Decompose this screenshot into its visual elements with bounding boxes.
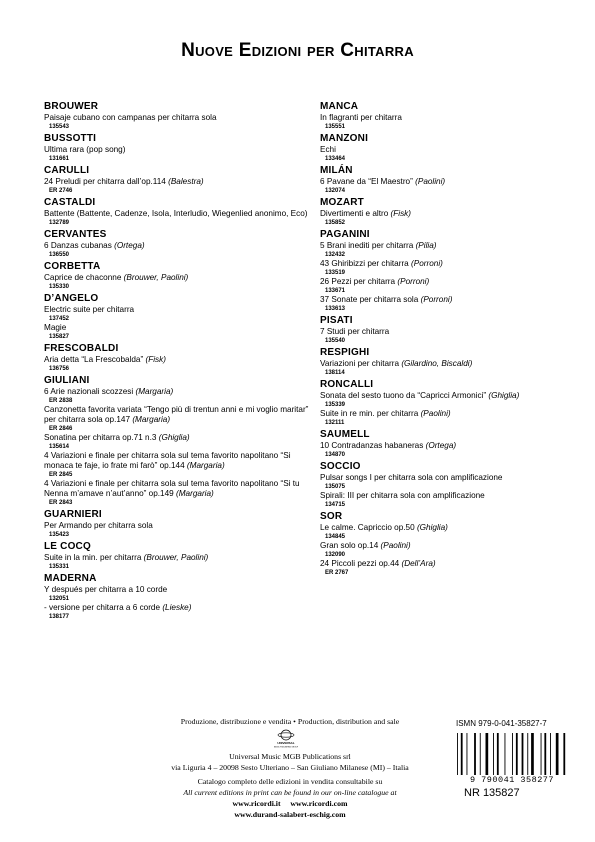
work-title bbox=[320, 391, 570, 401]
composer-name: RONCALLI bbox=[320, 379, 374, 390]
work-text: Canzonetta favorita variata “Tengo più di trentun anni e mi voglio maritar” per chitarra sola op.147 bbox=[44, 405, 309, 424]
left-column bbox=[44, 101, 312, 623]
work-text: - versione per chitarra a 6 corde bbox=[44, 603, 161, 612]
work-title bbox=[44, 241, 312, 251]
work-text: Aria detta “La Frescobalda” bbox=[44, 355, 144, 364]
work-title bbox=[320, 113, 570, 123]
work-text: Echi bbox=[320, 145, 336, 154]
work-text: 10 Contradanzas habaneras bbox=[320, 441, 424, 450]
right-column bbox=[320, 101, 570, 579]
work-text: 24 Preludi per chitarra dall’op.114 bbox=[44, 177, 166, 186]
composer-name: CARULLI bbox=[44, 165, 90, 176]
catalogue-code: 138114 bbox=[325, 370, 345, 376]
barcode-bar bbox=[505, 733, 506, 775]
catalogue-code: 131661 bbox=[49, 156, 70, 162]
work-text: 24 Piccoli pezzi op.44 bbox=[320, 559, 400, 568]
catalogue-code: 132789 bbox=[49, 220, 70, 226]
catalogue-code: 134870 bbox=[325, 452, 346, 458]
composer-entry bbox=[320, 379, 570, 427]
catalogue-italian: Catalogo completo delle edizioni in vendita consultabile su bbox=[197, 777, 383, 786]
work-text: Electric suite per chitarra bbox=[44, 305, 135, 314]
work-title bbox=[44, 585, 312, 595]
website-durand[interactable]: www.durand-salabert-eschig.com bbox=[234, 810, 346, 819]
work-editor: (Porroni) bbox=[411, 259, 443, 268]
work-text: 26 Pezzi per chitarra bbox=[320, 277, 396, 286]
svg-text:MUSIC PUBLISHING GROUP: MUSIC PUBLISHING GROUP bbox=[273, 746, 299, 748]
catalogue-code: 132074 bbox=[325, 188, 346, 194]
ismn-number: ISMN 979-0-041-35827-7 bbox=[456, 719, 547, 728]
composer-name: GIULIANI bbox=[44, 375, 90, 386]
work-title bbox=[44, 553, 312, 563]
work-text: Ultima rara (pop song) bbox=[44, 145, 126, 154]
composer-entry bbox=[44, 509, 312, 539]
catalogue-code: ER 2838 bbox=[49, 398, 73, 404]
work-title bbox=[44, 355, 312, 365]
barcode-number: 9 790041 358277 bbox=[469, 775, 554, 785]
website-ricordi-it[interactable]: www.ricordi.it bbox=[232, 799, 281, 808]
catalogue-code: 132090 bbox=[325, 552, 346, 558]
work-editor: (Gilardino, Biscaldi) bbox=[401, 359, 473, 368]
work-title bbox=[44, 323, 312, 333]
work-title bbox=[44, 387, 312, 397]
work-text: 6 Danzas cubanas bbox=[44, 241, 112, 250]
work-title bbox=[320, 359, 570, 369]
work-text: 4 Variazioni e finale per chitarra sola sul tema favorito napolitano “Si monaca te faje, io frate mi farò” op.144 bbox=[44, 451, 291, 470]
catalogue-code: 134715 bbox=[325, 502, 346, 508]
work-editor: (Margaria) bbox=[176, 489, 214, 498]
work-text: 43 Ghiribizzi per chitarra bbox=[320, 259, 409, 268]
work-text: Divertimenti e altro bbox=[320, 209, 389, 218]
work-title bbox=[320, 209, 570, 219]
composer-name: FRESCOBALDI bbox=[44, 343, 119, 354]
catalogue-code: ER 2843 bbox=[49, 500, 73, 506]
catalogue-code: 135339 bbox=[325, 402, 346, 408]
work-title bbox=[44, 521, 312, 531]
composer-entry bbox=[320, 511, 570, 577]
work-text: 4 Variazioni e finale per chitarra sola sul tema favorito napolitano “Si tu Nenna m’amave n’aut’anno” op.149 bbox=[44, 479, 300, 498]
barcode-bar bbox=[541, 733, 542, 775]
work-text: Suite in la min. per chitarra bbox=[44, 553, 142, 562]
composer-entry bbox=[44, 197, 312, 227]
work-title bbox=[44, 113, 312, 123]
barcode-bar bbox=[563, 733, 565, 775]
work-title bbox=[44, 273, 312, 283]
work-title bbox=[44, 603, 312, 613]
work-text: Caprice de chaconne bbox=[44, 273, 122, 282]
barcode-bar bbox=[480, 733, 481, 775]
composer-name: CORBETTA bbox=[44, 261, 101, 272]
barcode-bar bbox=[512, 733, 513, 775]
catalogue-code: 133613 bbox=[325, 306, 346, 312]
catalogue-code: 136756 bbox=[49, 366, 70, 372]
catalogue-code: 135330 bbox=[49, 284, 70, 290]
composer-name: D’ANGELO bbox=[44, 293, 99, 304]
work-title bbox=[320, 491, 570, 501]
work-title bbox=[320, 541, 570, 551]
work-text: In flagranti per chitarra bbox=[320, 113, 402, 122]
catalogue-code: 135551 bbox=[325, 124, 346, 130]
composer-entry bbox=[320, 461, 570, 509]
composer-name: RESPIGHI bbox=[320, 347, 370, 358]
catalogue-code: 135827 bbox=[49, 334, 70, 340]
barcode-bar bbox=[516, 733, 518, 775]
work-text: Spirali: III per chitarra sola con amplificazione bbox=[320, 491, 485, 500]
composer-entry bbox=[44, 343, 312, 373]
work-text: Y después per chitarra a 10 corde bbox=[44, 585, 168, 594]
work-text: Pulsar songs I per chitarra sola con amplificazione bbox=[320, 473, 503, 482]
work-title bbox=[320, 327, 570, 337]
work-editor: (Margaria) bbox=[135, 387, 174, 396]
catalogue-code: ER 2846 bbox=[49, 426, 73, 432]
barcode-bar bbox=[474, 733, 476, 775]
distribution-line: Produzione, distribuzione e vendita • Production, distribution and sale bbox=[180, 717, 400, 726]
catalogue-code: 133671 bbox=[325, 288, 346, 294]
composer-entry bbox=[44, 573, 312, 621]
work-editor: (Fisk) bbox=[145, 355, 166, 364]
work-title bbox=[44, 145, 312, 155]
work-editor: (Ortega) bbox=[425, 441, 457, 450]
catalogue-code: 136550 bbox=[49, 252, 70, 258]
work-title bbox=[320, 559, 570, 569]
work-text: 6 Pavane da “El Maestro” bbox=[320, 177, 413, 186]
catalogue-code: 132432 bbox=[325, 252, 346, 258]
barcode-bar bbox=[461, 733, 463, 775]
composer-name: BROUWER bbox=[44, 101, 99, 112]
barcode-bar bbox=[556, 733, 559, 775]
work-title bbox=[44, 451, 312, 471]
composer-entry bbox=[320, 229, 570, 313]
websites-line bbox=[140, 798, 440, 809]
barcode-bar bbox=[527, 733, 528, 775]
barcode-bar bbox=[497, 733, 499, 775]
catalogue-code: 135540 bbox=[325, 338, 346, 344]
catalogue-code: 133464 bbox=[325, 156, 346, 162]
work-title bbox=[320, 241, 570, 251]
composer-name: LE COCQ bbox=[44, 541, 91, 552]
composer-name: CERVANTES bbox=[44, 229, 107, 240]
catalogue-code: ER 2746 bbox=[49, 188, 73, 194]
catalogue-number: NR 135827 bbox=[464, 787, 520, 799]
catalogue-code: 135614 bbox=[49, 444, 70, 450]
work-text: Paisaje cubano con campanas per chitarra sola bbox=[44, 113, 217, 122]
catalogue-code: 132051 bbox=[49, 596, 70, 602]
website-ricordi-com[interactable]: www.ricordi.com bbox=[290, 799, 348, 808]
catalogue-code: 135543 bbox=[49, 124, 70, 130]
composer-name: PAGANINI bbox=[320, 229, 370, 240]
work-title bbox=[320, 145, 570, 155]
composer-entry bbox=[320, 197, 570, 227]
barcode-bar bbox=[531, 733, 534, 775]
work-title bbox=[44, 177, 312, 187]
barcode-icon bbox=[453, 733, 571, 775]
composer-name: MADERNA bbox=[44, 573, 97, 584]
publisher-address: via Liguria 4 – 20098 Sesto Ulteriano – San Giuliano Milanese (MI) – Italia bbox=[171, 763, 409, 772]
composer-name: SOR bbox=[320, 511, 343, 522]
work-text: Variazioni per chitarra bbox=[320, 359, 400, 368]
composer-entry bbox=[320, 101, 570, 131]
barcode-bar bbox=[486, 733, 489, 775]
work-title bbox=[320, 441, 570, 451]
work-title bbox=[320, 277, 570, 287]
work-text: 37 Sonate per chitarra sola bbox=[320, 295, 419, 304]
work-editor: (Ghiglia) bbox=[416, 523, 448, 532]
work-title bbox=[320, 473, 570, 483]
composer-name: MANCA bbox=[320, 101, 359, 112]
barcode-bar bbox=[457, 733, 458, 775]
work-text: Magie bbox=[44, 323, 67, 332]
work-text: 5 Brani inediti per chitarra bbox=[320, 241, 414, 250]
catalogue-code: ER 2767 bbox=[325, 570, 349, 576]
composer-entry bbox=[44, 541, 312, 571]
work-title bbox=[320, 177, 570, 187]
catalogue-code: 135075 bbox=[325, 484, 346, 490]
work-title bbox=[44, 305, 312, 315]
work-text: 7 Studi per chitarra bbox=[320, 327, 390, 336]
work-editor: (Ghiglia) bbox=[488, 391, 520, 400]
work-editor: (Margaria) bbox=[132, 415, 171, 424]
barcode-bar bbox=[467, 733, 468, 775]
work-text: Suite in re min. per chitarra bbox=[320, 409, 419, 418]
work-title bbox=[320, 295, 570, 305]
work-editor: (Paolini) bbox=[420, 409, 451, 418]
barcode-bar bbox=[493, 733, 494, 775]
work-text: Gran solo op.14 bbox=[320, 541, 379, 550]
work-text: Battente (Battente, Cadenze, Isola, Interludio, Wiegenlied anonimo, Eco) bbox=[44, 209, 308, 218]
work-editor: (Lieske) bbox=[162, 603, 192, 612]
work-editor: (Porroni) bbox=[420, 295, 453, 304]
work-editor: (Brouwer, Paolini) bbox=[123, 273, 189, 282]
catalogue-code: 135423 bbox=[49, 532, 70, 538]
catalogue-code: 135331 bbox=[49, 564, 70, 570]
work-editor: (Balestra) bbox=[168, 177, 204, 186]
work-text: Sonatina per chitarra op.71 n.3 bbox=[44, 433, 157, 442]
composer-entry bbox=[44, 375, 312, 507]
work-title bbox=[44, 209, 312, 219]
work-text: Sonata del sesto tuono da “Capricci Armonici” bbox=[320, 391, 487, 400]
work-editor: (Porroni) bbox=[397, 277, 430, 286]
composer-entry bbox=[44, 229, 312, 259]
page-title: Nuove Edizioni per Chitarra bbox=[181, 40, 414, 61]
work-title bbox=[44, 479, 312, 499]
work-editor: (Margaria) bbox=[186, 461, 225, 470]
work-text: Le calme. Capriccio op.50 bbox=[320, 523, 415, 532]
composer-entry bbox=[320, 315, 570, 345]
work-editor: (Paolini) bbox=[415, 177, 446, 186]
barcode-bar bbox=[544, 733, 546, 775]
catalogue-code: 134845 bbox=[325, 534, 346, 540]
work-title bbox=[320, 409, 570, 419]
composer-name: SAUMELL bbox=[320, 429, 370, 440]
composer-name: GUARNIERI bbox=[44, 509, 102, 520]
composer-entry bbox=[320, 429, 570, 459]
barcode-bar bbox=[550, 733, 551, 775]
work-text: 6 Arie nazionali scozzesi bbox=[44, 387, 134, 396]
catalogue-english: All current editions in print can be found in our on-line catalogue at bbox=[183, 788, 397, 797]
work-title bbox=[320, 523, 570, 533]
composer-name: SOCCIO bbox=[320, 461, 361, 472]
work-title bbox=[44, 433, 312, 443]
work-editor: (Brouwer, Paolini) bbox=[143, 553, 209, 562]
work-title bbox=[320, 259, 570, 269]
composer-entry bbox=[44, 165, 312, 195]
universal-logo-icon bbox=[266, 728, 306, 748]
composer-entry bbox=[320, 133, 570, 163]
catalogue-code: 138177 bbox=[49, 614, 70, 620]
work-editor: (Ortega) bbox=[114, 241, 145, 250]
composer-entry bbox=[44, 261, 312, 291]
work-text: Per Armando per chitarra sola bbox=[44, 521, 153, 530]
composer-entry bbox=[320, 347, 570, 377]
catalogue-code: 133519 bbox=[325, 270, 346, 276]
work-editor: (Ghiglia) bbox=[158, 433, 190, 442]
barcode-bar bbox=[522, 733, 524, 775]
catalogue-code: 132111 bbox=[325, 420, 345, 426]
catalogue-code: ER 2845 bbox=[49, 472, 73, 478]
composer-name: MANZONI bbox=[320, 133, 369, 144]
work-editor: (Pilia) bbox=[415, 241, 437, 250]
composer-entry bbox=[44, 293, 312, 341]
svg-text:UNIVERSAL: UNIVERSAL bbox=[277, 741, 295, 745]
composer-name: BUSSOTTI bbox=[44, 133, 97, 144]
composer-name: CASTALDI bbox=[44, 197, 96, 208]
composer-entry bbox=[44, 101, 312, 131]
composer-name: MOZART bbox=[320, 197, 364, 208]
work-editor: (Fisk) bbox=[390, 209, 412, 218]
catalogue-code: 137452 bbox=[49, 316, 70, 322]
composer-entry bbox=[44, 133, 312, 163]
composer-name: MILÁN bbox=[320, 165, 353, 176]
work-editor: (Dell’Ara) bbox=[401, 559, 436, 568]
composer-entry bbox=[320, 165, 570, 195]
work-editor: (Paolini) bbox=[380, 541, 411, 550]
publisher-name: Universal Music MGB Publications srl bbox=[229, 752, 351, 761]
work-title bbox=[44, 405, 312, 425]
catalogue-code: 135852 bbox=[325, 220, 346, 226]
composer-name: PISATI bbox=[320, 315, 353, 326]
